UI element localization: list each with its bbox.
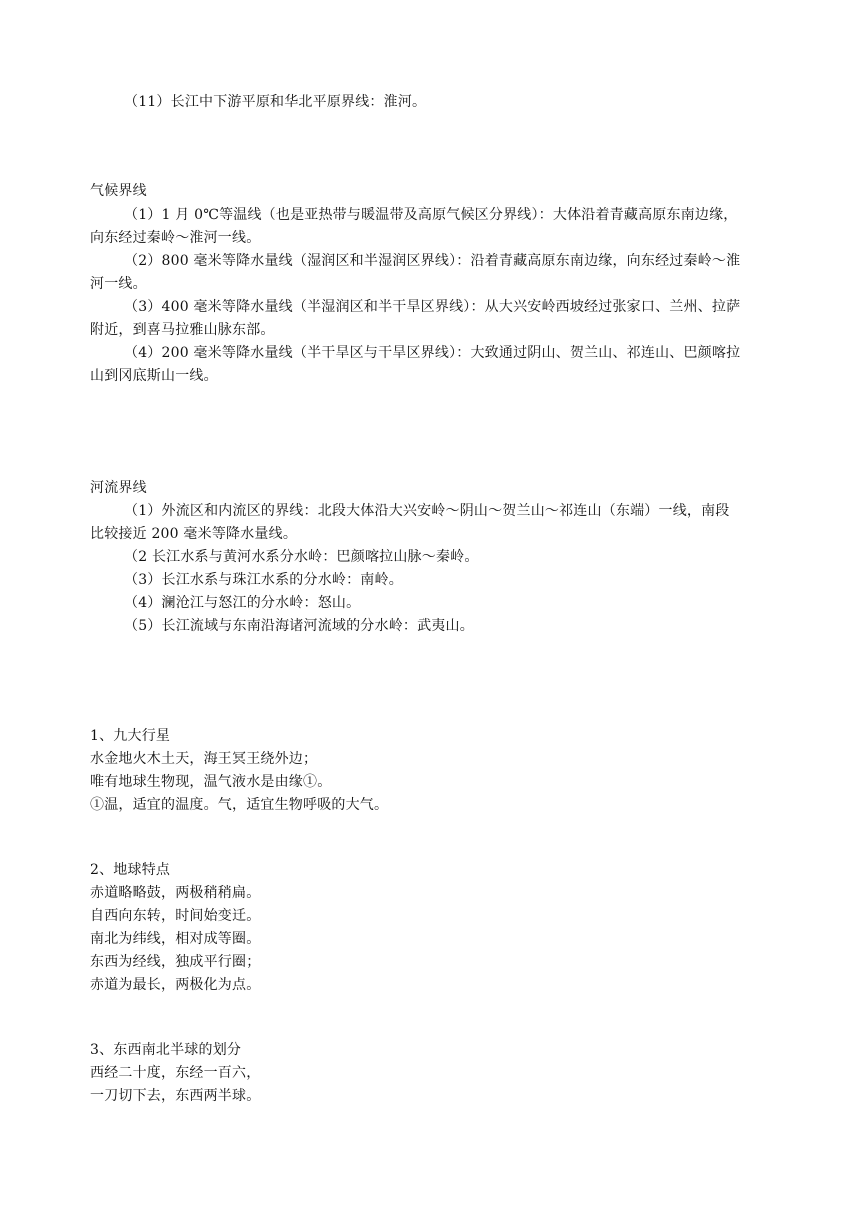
river-line: （3）长江水系与珠江水系的分水岭：南岭。: [124, 572, 403, 588]
rhyme-line: 水金地火木土天，海王冥王绕外边；: [90, 751, 318, 767]
rhyme-line: 赤道略略鼓，两极稍稍扁。: [90, 885, 261, 901]
rhyme-title: 1、九大行星: [90, 728, 171, 744]
river-line: （1）外流区和内流区的界线：北段大体沿大兴安岭～阴山～贺兰山～祁连山（东端）一线，南段: [124, 503, 730, 519]
climate-line: 附近，到喜马拉雅山脉东部。: [90, 322, 275, 338]
rhyme-line: 赤道为最长，两极化为点。: [90, 977, 261, 993]
rhyme-line: 一刀切下去，东西两半球。: [90, 1088, 261, 1104]
rhyme-line: 自西向东转，时间始变迁。: [90, 908, 261, 924]
rhyme-line: 唯有地球生物现，温气液水是由缘①。: [90, 774, 332, 790]
climate-line: （2）800 毫米等降水量线（湿润区和半湿润区界线）：沿着青藏高原东南边缘，向东经过秦岭～淮: [124, 253, 741, 269]
climate-line: （4）200 毫米等降水量线（半干旱区与干旱区界线）：大致通过阴山、贺兰山、祁连山、巴颜喀拉: [124, 345, 741, 361]
river-line: （5）长江流域与东南沿海诸河流域的分水岭：武夷山。: [124, 618, 474, 634]
climate-line: （3）400 毫米等降水量线（半湿润区和半干旱区界线）：从大兴安岭西坡经过张家口、兰州、拉萨: [124, 299, 741, 315]
river-heading: 河流界线: [90, 480, 147, 496]
climate-line: 山到冈底斯山一线。: [90, 368, 218, 384]
river-line: 比较接近 200 毫米等降水量线。: [90, 526, 298, 542]
rhyme-line: 西经二十度，东经一百六，: [90, 1065, 261, 1081]
river-line: （2 长江水系与黄河水系分水岭：巴颜喀拉山脉～秦岭。: [124, 549, 479, 565]
climate-line: （1）1 月 0℃等温线（也是亚热带与暖温带及高原气候区分界线）：大体沿着青藏高原东南边缘，: [124, 207, 738, 223]
rhyme-title: 2、地球特点: [90, 862, 171, 878]
climate-line: 河一线。: [90, 276, 147, 292]
intro-line: （11）长江中下游平原和华北平原界线：淮河。: [124, 94, 427, 110]
rhyme-note: ①温，适宜的温度。气，适宜生物呼吸的大气。: [90, 797, 389, 813]
climate-heading: 气候界线: [90, 183, 147, 199]
rhyme-line: 南北为纬线，相对成等圈。: [90, 931, 261, 947]
rhyme-line: 东西为经线，独成平行圈；: [90, 954, 261, 970]
rhyme-title: 3、东西南北半球的划分: [90, 1042, 242, 1058]
climate-line: 向东经过秦岭～淮河一线。: [90, 230, 261, 246]
river-line: （4）澜沧江与怒江的分水岭：怒山。: [124, 595, 361, 611]
